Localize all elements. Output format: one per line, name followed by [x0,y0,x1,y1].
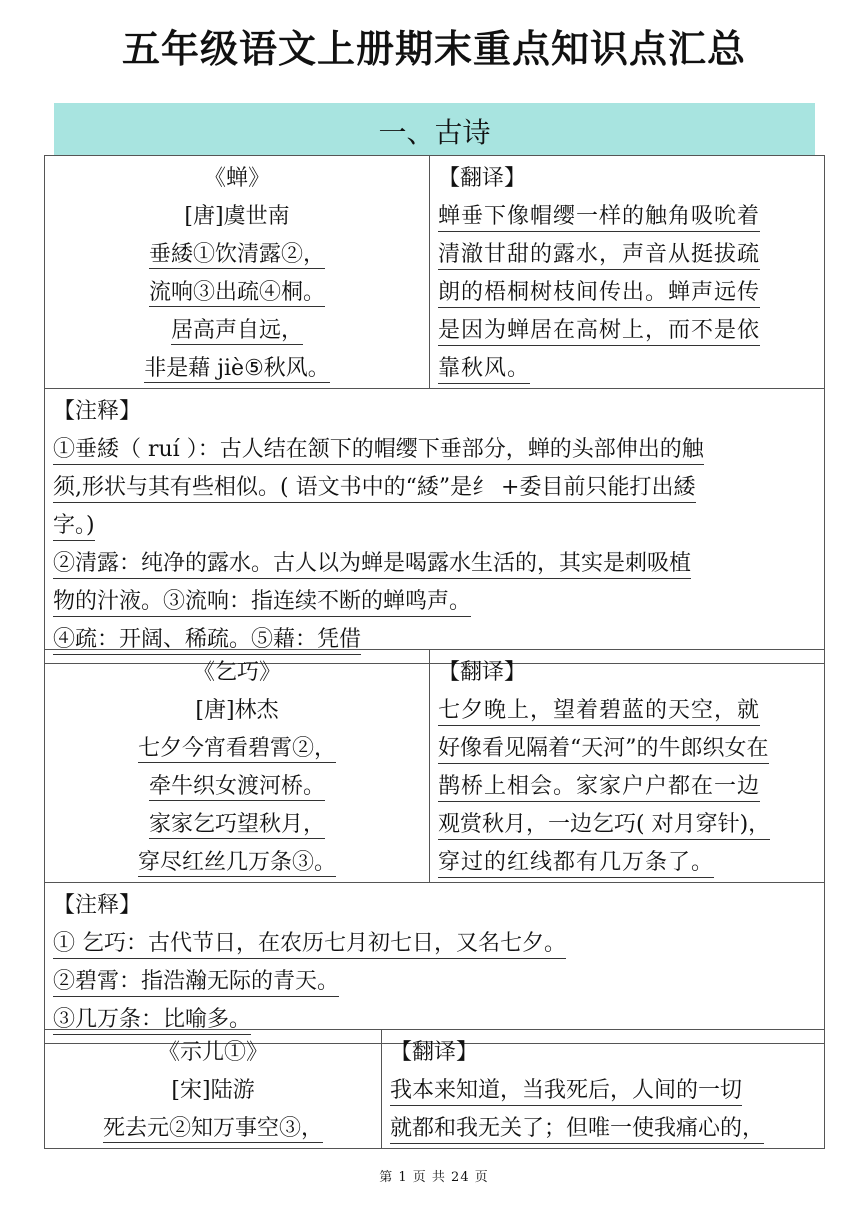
notes-header: 【注释】 [53,893,142,918]
page-footer: 第 1 页 共 24 页 [379,1170,489,1185]
poem-author: [宋]陆游 [171,1078,255,1103]
poem-title: 《乞巧》 [192,660,281,685]
poem-text-cell [45,156,430,389]
translation-line: 朗的梧桐树枝间传出。蝉声远传 [438,274,818,312]
poem-line: 家家乞巧望秋月， [148,812,325,837]
translation-cell [430,156,825,389]
poem-line: 流响③出疏④桐。 [148,280,325,305]
poem-author: [唐]林杰 [195,698,279,723]
note-line: 字。) [53,507,820,545]
poem-table-shier [44,1029,825,1149]
poem-text-cell [45,650,430,883]
poem-line: 死去元②知万事空③， [102,1116,323,1141]
poem-line: 垂緌①饮清露②， [148,242,325,267]
translation-header: 【翻译】 [438,660,527,685]
poem-author: [唐]虞世南 [184,204,290,229]
poem-title: 《蝉》 [203,166,270,191]
note-line: 物的汁液。③流响：指连续不断的蝉鸣声。 [53,583,820,621]
translation-line: 鹊桥上相会。家家户户都在一边 [438,768,818,806]
poem-title: 《示儿①》 [157,1040,268,1065]
note-line: ③几万条：比喻多。 [53,1001,820,1039]
poem-line: 穿尽红丝几万条③。 [137,850,336,875]
poem-text-cell [45,1030,382,1149]
poem-line: 七夕今宵看碧霄②， [137,736,336,761]
section-banner: 一、古诗 [54,103,815,155]
poem-table-qiqiao [44,649,825,1044]
notes-cell [45,389,825,664]
poem-line: 牵牛织女渡河桥。 [148,774,325,799]
translation-header: 【翻译】 [438,166,527,191]
note-line: ②碧霄：指浩瀚无际的青天。 [53,963,820,1001]
translation-cell [382,1030,825,1149]
translation-line: 就都和我无关了；但唯一使我痛心的， [390,1110,818,1148]
translation-line: 靠秋风。 [438,350,818,388]
note-line: ②清露：纯净的露水。古人以为蝉是喝露水生活的，其实是刺吸植 [53,545,820,583]
translation-line: 七夕晚上，望着碧蓝的天空，就 [438,692,818,730]
poem-table-chan [44,155,825,664]
note-line: ④疏：开阔、稀疏。⑤藉：凭借 [53,621,820,659]
note-line: ①垂緌（ ruí ）：古人结在颔下的帽缨下垂部分，蝉的头部伸出的触 [53,431,820,469]
document-title: 五年级语文上册期末重点知识点汇总 [121,27,746,71]
poem-line: 居高声自远， [170,318,303,343]
note-line: 须,形状与其有些相似。( 语文书中的“緌”是纟 +委目前只能打出緌 [53,469,820,507]
notes-cell [45,883,825,1044]
translation-line: 我本来知道，当我死后，人间的一切 [390,1072,818,1110]
note-line: ① 乞巧：古代节日，在农历七月初七日，又名七夕。 [53,925,820,963]
translation-line: 好像看见隔着“天河”的牛郎织女在 [438,730,818,768]
translation-line: 蝉垂下像帽缨一样的触角吸吮着 [438,198,818,236]
translation-header: 【翻译】 [390,1040,479,1065]
translation-cell [430,650,825,883]
translation-line: 是因为蝉居在高树上，而不是依 [438,312,818,350]
translation-line: 清澈甘甜的露水，声音从挺拔疏 [438,236,818,274]
poem-line: 非是藉 jiè⑤秋风。 [144,356,330,381]
translation-line: 观赏秋月，一边乞巧( 对月穿针)， [438,806,818,844]
translation-line: 穿过的红线都有几万条了。 [438,844,818,882]
notes-header: 【注释】 [53,399,142,424]
